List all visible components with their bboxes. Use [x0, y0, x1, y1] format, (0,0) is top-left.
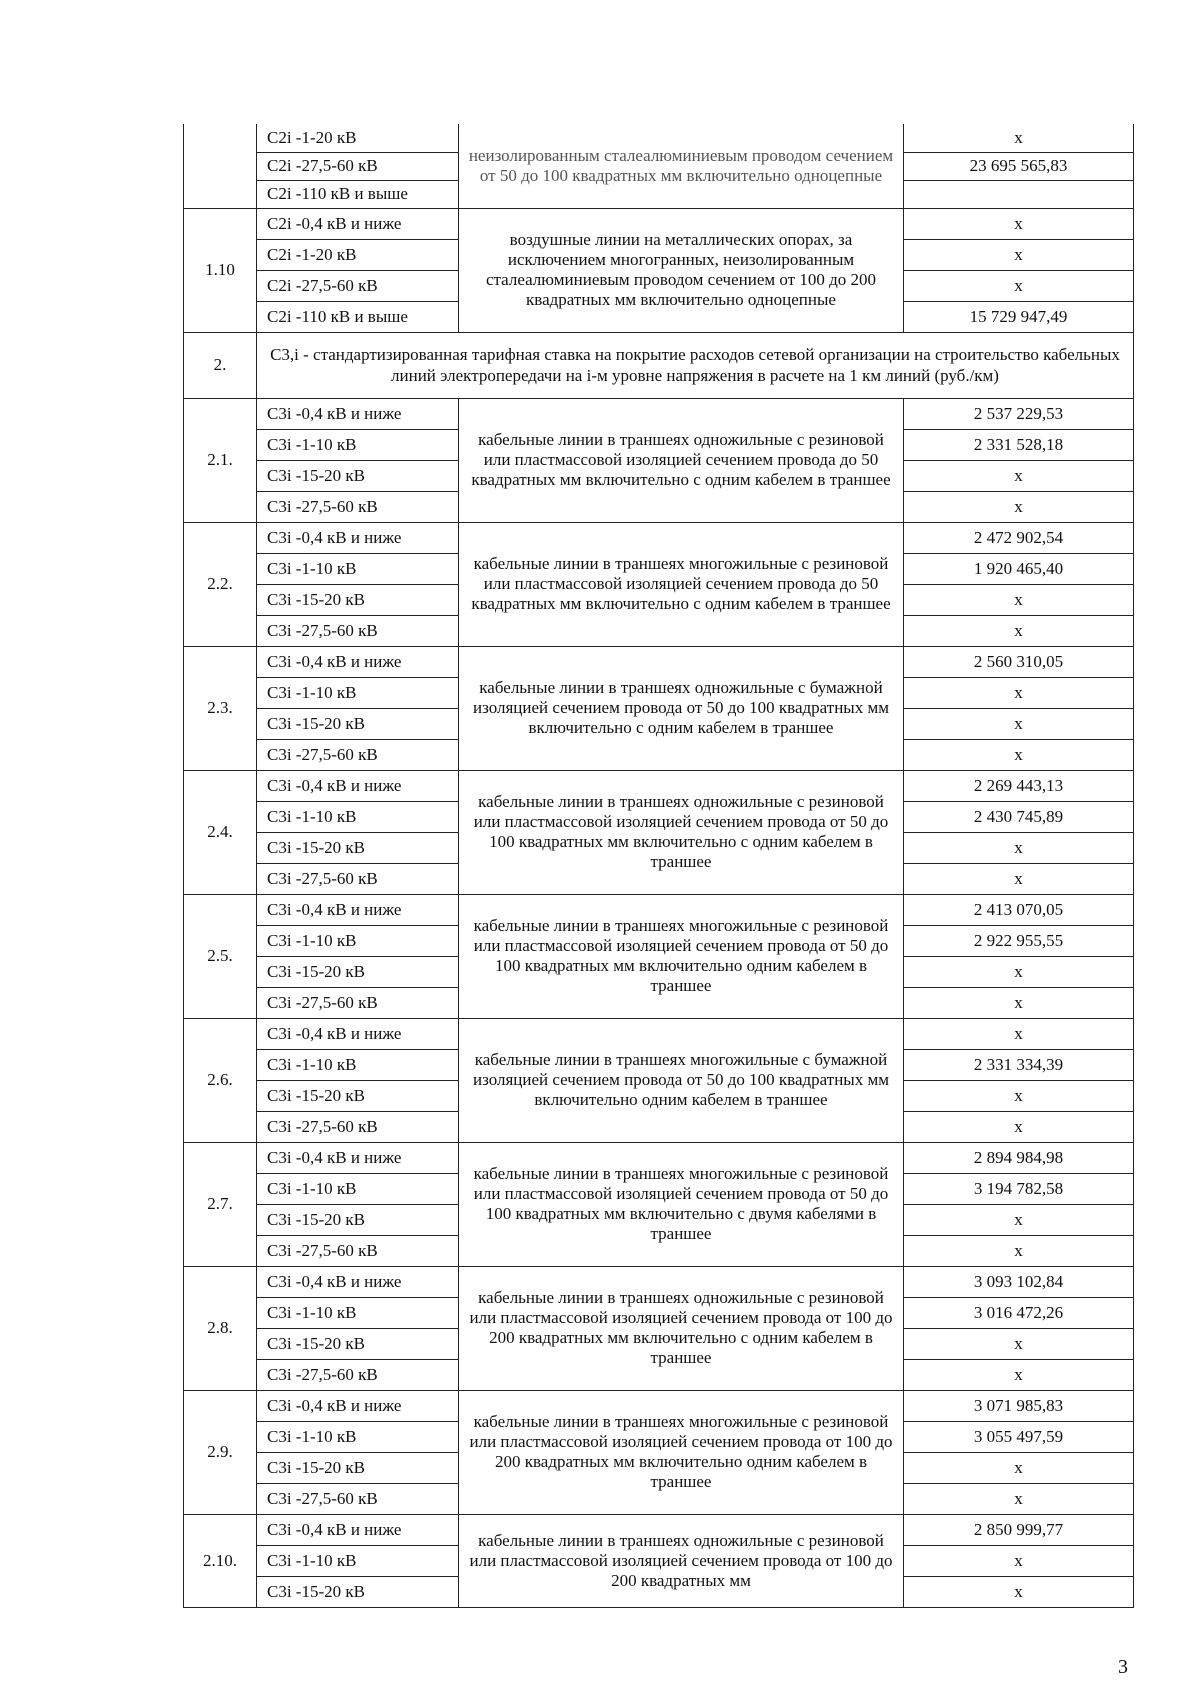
voltage-code: C2i -27,5-60 кВ — [257, 152, 459, 180]
voltage-code: C3i -0,4 кВ и ниже — [257, 894, 459, 925]
table-row — [184, 124, 1134, 152]
rate-value: x — [904, 1080, 1134, 1111]
line-description: неизолированным сталеалюминиевым проводом сечением от 50 до 100 квадратных мм включительно одноцепные — [459, 124, 904, 208]
item-number: 2.8. — [184, 1266, 257, 1390]
voltage-code: C2i -110 кВ и выше — [257, 180, 459, 208]
table-row — [184, 208, 1134, 239]
voltage-code: C3i -27,5-60 кВ — [257, 1483, 459, 1514]
rate-value: x — [904, 1545, 1134, 1576]
rate-value: x — [904, 1111, 1134, 1142]
line-description: воздушные линии на металлических опорах, за исключением многогранных, неизолированным сталеалюминиевым проводом сечением от 100 до 200 квадратных мм включительно одноцепные — [459, 208, 904, 332]
rate-value: 2 894 984,98 — [904, 1142, 1134, 1173]
voltage-code: C3i -27,5-60 кВ — [257, 1359, 459, 1390]
rate-value: x — [904, 708, 1134, 739]
rate-value: 2 850 999,77 — [904, 1514, 1134, 1545]
item-number: 2.2. — [184, 522, 257, 646]
voltage-code: C3i -1-10 кВ — [257, 1421, 459, 1452]
voltage-code: C3i -1-10 кВ — [257, 801, 459, 832]
line-description: кабельные линии в траншеях многожильные с бумажной изоляцией сечением провода от 50 до 100 квадратных мм включительно одним кабелем в траншее — [459, 1018, 904, 1142]
rate-value: 3 093 102,84 — [904, 1266, 1134, 1297]
line-description: кабельные линии в траншеях многожильные с резиновой или пластмассовой изоляцией сечением провода от 50 до 100 квадратных мм включительно одним кабелем в траншее — [459, 894, 904, 1018]
table-row — [184, 894, 1134, 925]
line-description: кабельные линии в траншеях одножильные с резиновой или пластмассовой изоляцией сечением провода до 50 квадратных мм включительно с одним кабелем в траншее — [459, 398, 904, 522]
voltage-code: C2i -110 кВ и выше — [257, 301, 459, 332]
voltage-code: C3i -0,4 кВ и ниже — [257, 646, 459, 677]
item-number: 2.1. — [184, 398, 257, 522]
section-row — [184, 332, 1134, 398]
voltage-code: C3i -1-10 кВ — [257, 553, 459, 584]
voltage-code: C3i -27,5-60 кВ — [257, 739, 459, 770]
rate-value: x — [904, 615, 1134, 646]
item-number: 2.6. — [184, 1018, 257, 1142]
rate-value: x — [904, 1483, 1134, 1514]
rate-value: x — [904, 491, 1134, 522]
table-row — [184, 1266, 1134, 1297]
rate-value: x — [904, 863, 1134, 894]
page-number: 3 — [1118, 1656, 1128, 1678]
item-number: 2.4. — [184, 770, 257, 894]
tariff-table — [183, 124, 1134, 1608]
rate-value: 2 472 902,54 — [904, 522, 1134, 553]
voltage-code: C3i -0,4 кВ и ниже — [257, 398, 459, 429]
rate-value: 3 071 985,83 — [904, 1390, 1134, 1421]
rate-value: 3 194 782,58 — [904, 1173, 1134, 1204]
table-row — [184, 1018, 1134, 1049]
rate-value: x — [904, 1576, 1134, 1607]
rate-value: 2 430 745,89 — [904, 801, 1134, 832]
rate-value: x — [904, 677, 1134, 708]
table-row — [184, 646, 1134, 677]
rate-value: 23 695 565,83 — [904, 152, 1134, 180]
voltage-code: C3i -15-20 кВ — [257, 1452, 459, 1483]
rate-value: x — [904, 956, 1134, 987]
table-row — [184, 1390, 1134, 1421]
rate-value: 2 269 443,13 — [904, 770, 1134, 801]
voltage-code: C3i -15-20 кВ — [257, 460, 459, 491]
voltage-code: C3i -1-10 кВ — [257, 1297, 459, 1328]
voltage-code: C3i -1-10 кВ — [257, 925, 459, 956]
line-description: кабельные линии в траншеях одножильные с резиновой или пластмассовой изоляцией сечением провода от 100 до 200 квадратных мм — [459, 1514, 904, 1607]
voltage-code: C3i -15-20 кВ — [257, 1080, 459, 1111]
section-number: 2. — [184, 332, 257, 398]
rate-value: 2 331 528,18 — [904, 429, 1134, 460]
line-description: кабельные линии в траншеях многожильные с резиновой или пластмассовой изоляцией сечением провода до 50 квадратных мм включительно с одним кабелем в траншее — [459, 522, 904, 646]
item-number — [184, 124, 257, 208]
rate-value: 3 055 497,59 — [904, 1421, 1134, 1452]
rate-value: 2 560 310,05 — [904, 646, 1134, 677]
line-description: кабельные линии в траншеях одножильные с бумажной изоляцией сечением провода от 50 до 100 квадратных мм включительно с одним кабелем в траншее — [459, 646, 904, 770]
item-number: 1.10 — [184, 208, 257, 332]
rate-value: x — [904, 1359, 1134, 1390]
voltage-code: C3i -1-10 кВ — [257, 1545, 459, 1576]
voltage-code: C3i -0,4 кВ и ниже — [257, 1142, 459, 1173]
voltage-code: C3i -27,5-60 кВ — [257, 615, 459, 646]
voltage-code: C3i -1-10 кВ — [257, 1173, 459, 1204]
rate-value: 2 331 334,39 — [904, 1049, 1134, 1080]
voltage-code: C3i -15-20 кВ — [257, 1204, 459, 1235]
voltage-code: C2i -1-20 кВ — [257, 124, 459, 152]
voltage-code: C3i -15-20 кВ — [257, 832, 459, 863]
rate-value: x — [904, 832, 1134, 863]
rate-value: x — [904, 1328, 1134, 1359]
voltage-code: C3i -15-20 кВ — [257, 1328, 459, 1359]
line-description: кабельные линии в траншеях одножильные с резиновой или пластмассовой изоляцией сечением провода от 100 до 200 квадратных мм включительно с одним кабелем в траншее — [459, 1266, 904, 1390]
item-number: 2.9. — [184, 1390, 257, 1514]
rate-value: x — [904, 739, 1134, 770]
voltage-code: C3i -27,5-60 кВ — [257, 1235, 459, 1266]
voltage-code: C2i -1-20 кВ — [257, 239, 459, 270]
voltage-code: C2i -0,4 кВ и ниже — [257, 208, 459, 239]
rate-value: 2 413 070,05 — [904, 894, 1134, 925]
voltage-code: C3i -15-20 кВ — [257, 708, 459, 739]
table-row — [184, 770, 1134, 801]
rate-value: x — [904, 239, 1134, 270]
voltage-code: C3i -27,5-60 кВ — [257, 491, 459, 522]
voltage-code: C3i -0,4 кВ и ниже — [257, 522, 459, 553]
voltage-code: C3i -1-10 кВ — [257, 677, 459, 708]
table-row — [184, 1514, 1134, 1545]
table-row — [184, 1142, 1134, 1173]
rate-value: 3 016 472,26 — [904, 1297, 1134, 1328]
rate-value: 1 920 465,40 — [904, 553, 1134, 584]
line-description: кабельные линии в траншеях многожильные с резиновой или пластмассовой изоляцией сечением провода от 50 до 100 квадратных мм включительно с двумя кабелями в траншее — [459, 1142, 904, 1266]
rate-value: x — [904, 1452, 1134, 1483]
voltage-code: C2i -27,5-60 кВ — [257, 270, 459, 301]
voltage-code: C3i -27,5-60 кВ — [257, 1111, 459, 1142]
rate-value: x — [904, 987, 1134, 1018]
section-title: C3,i - стандартизированная тарифная ставка на покрытие расходов сетевой организации на строительство кабельных линий электропередачи на i-м уровне напряжения в расчете на 1 км линий (руб./км) — [257, 332, 1134, 398]
rate-value: x — [904, 1204, 1134, 1235]
line-description: кабельные линии в траншеях многожильные с резиновой или пластмассовой изоляцией сечением провода от 100 до 200 квадратных мм включительно одним кабелем в траншее — [459, 1390, 904, 1514]
line-description: кабельные линии в траншеях одножильные с резиновой или пластмассовой изоляцией сечением провода от 50 до 100 квадратных мм включительно с одним кабелем в траншее — [459, 770, 904, 894]
voltage-code: C3i -0,4 кВ и ниже — [257, 770, 459, 801]
table-row — [184, 522, 1134, 553]
rate-value: x — [904, 1235, 1134, 1266]
voltage-code: C3i -15-20 кВ — [257, 956, 459, 987]
item-number: 2.10. — [184, 1514, 257, 1607]
rate-value: x — [904, 460, 1134, 491]
rate-value: 15 729 947,49 — [904, 301, 1134, 332]
rate-value: 2 922 955,55 — [904, 925, 1134, 956]
item-number: 2.5. — [184, 894, 257, 1018]
rate-value: x — [904, 124, 1134, 152]
voltage-code: C3i -1-10 кВ — [257, 429, 459, 460]
voltage-code: C3i -27,5-60 кВ — [257, 987, 459, 1018]
voltage-code: C3i -15-20 кВ — [257, 584, 459, 615]
voltage-code: C3i -0,4 кВ и ниже — [257, 1514, 459, 1545]
rate-value: x — [904, 1018, 1134, 1049]
rate-value — [904, 180, 1134, 208]
table-row — [184, 398, 1134, 429]
item-number: 2.7. — [184, 1142, 257, 1266]
voltage-code: C3i -15-20 кВ — [257, 1576, 459, 1607]
voltage-code: C3i -0,4 кВ и ниже — [257, 1390, 459, 1421]
voltage-code: C3i -27,5-60 кВ — [257, 863, 459, 894]
rate-value: x — [904, 584, 1134, 615]
voltage-code: C3i -1-10 кВ — [257, 1049, 459, 1080]
rate-value: x — [904, 270, 1134, 301]
rate-value: 2 537 229,53 — [904, 398, 1134, 429]
voltage-code: C3i -0,4 кВ и ниже — [257, 1018, 459, 1049]
rate-value: x — [904, 208, 1134, 239]
item-number: 2.3. — [184, 646, 257, 770]
voltage-code: C3i -0,4 кВ и ниже — [257, 1266, 459, 1297]
